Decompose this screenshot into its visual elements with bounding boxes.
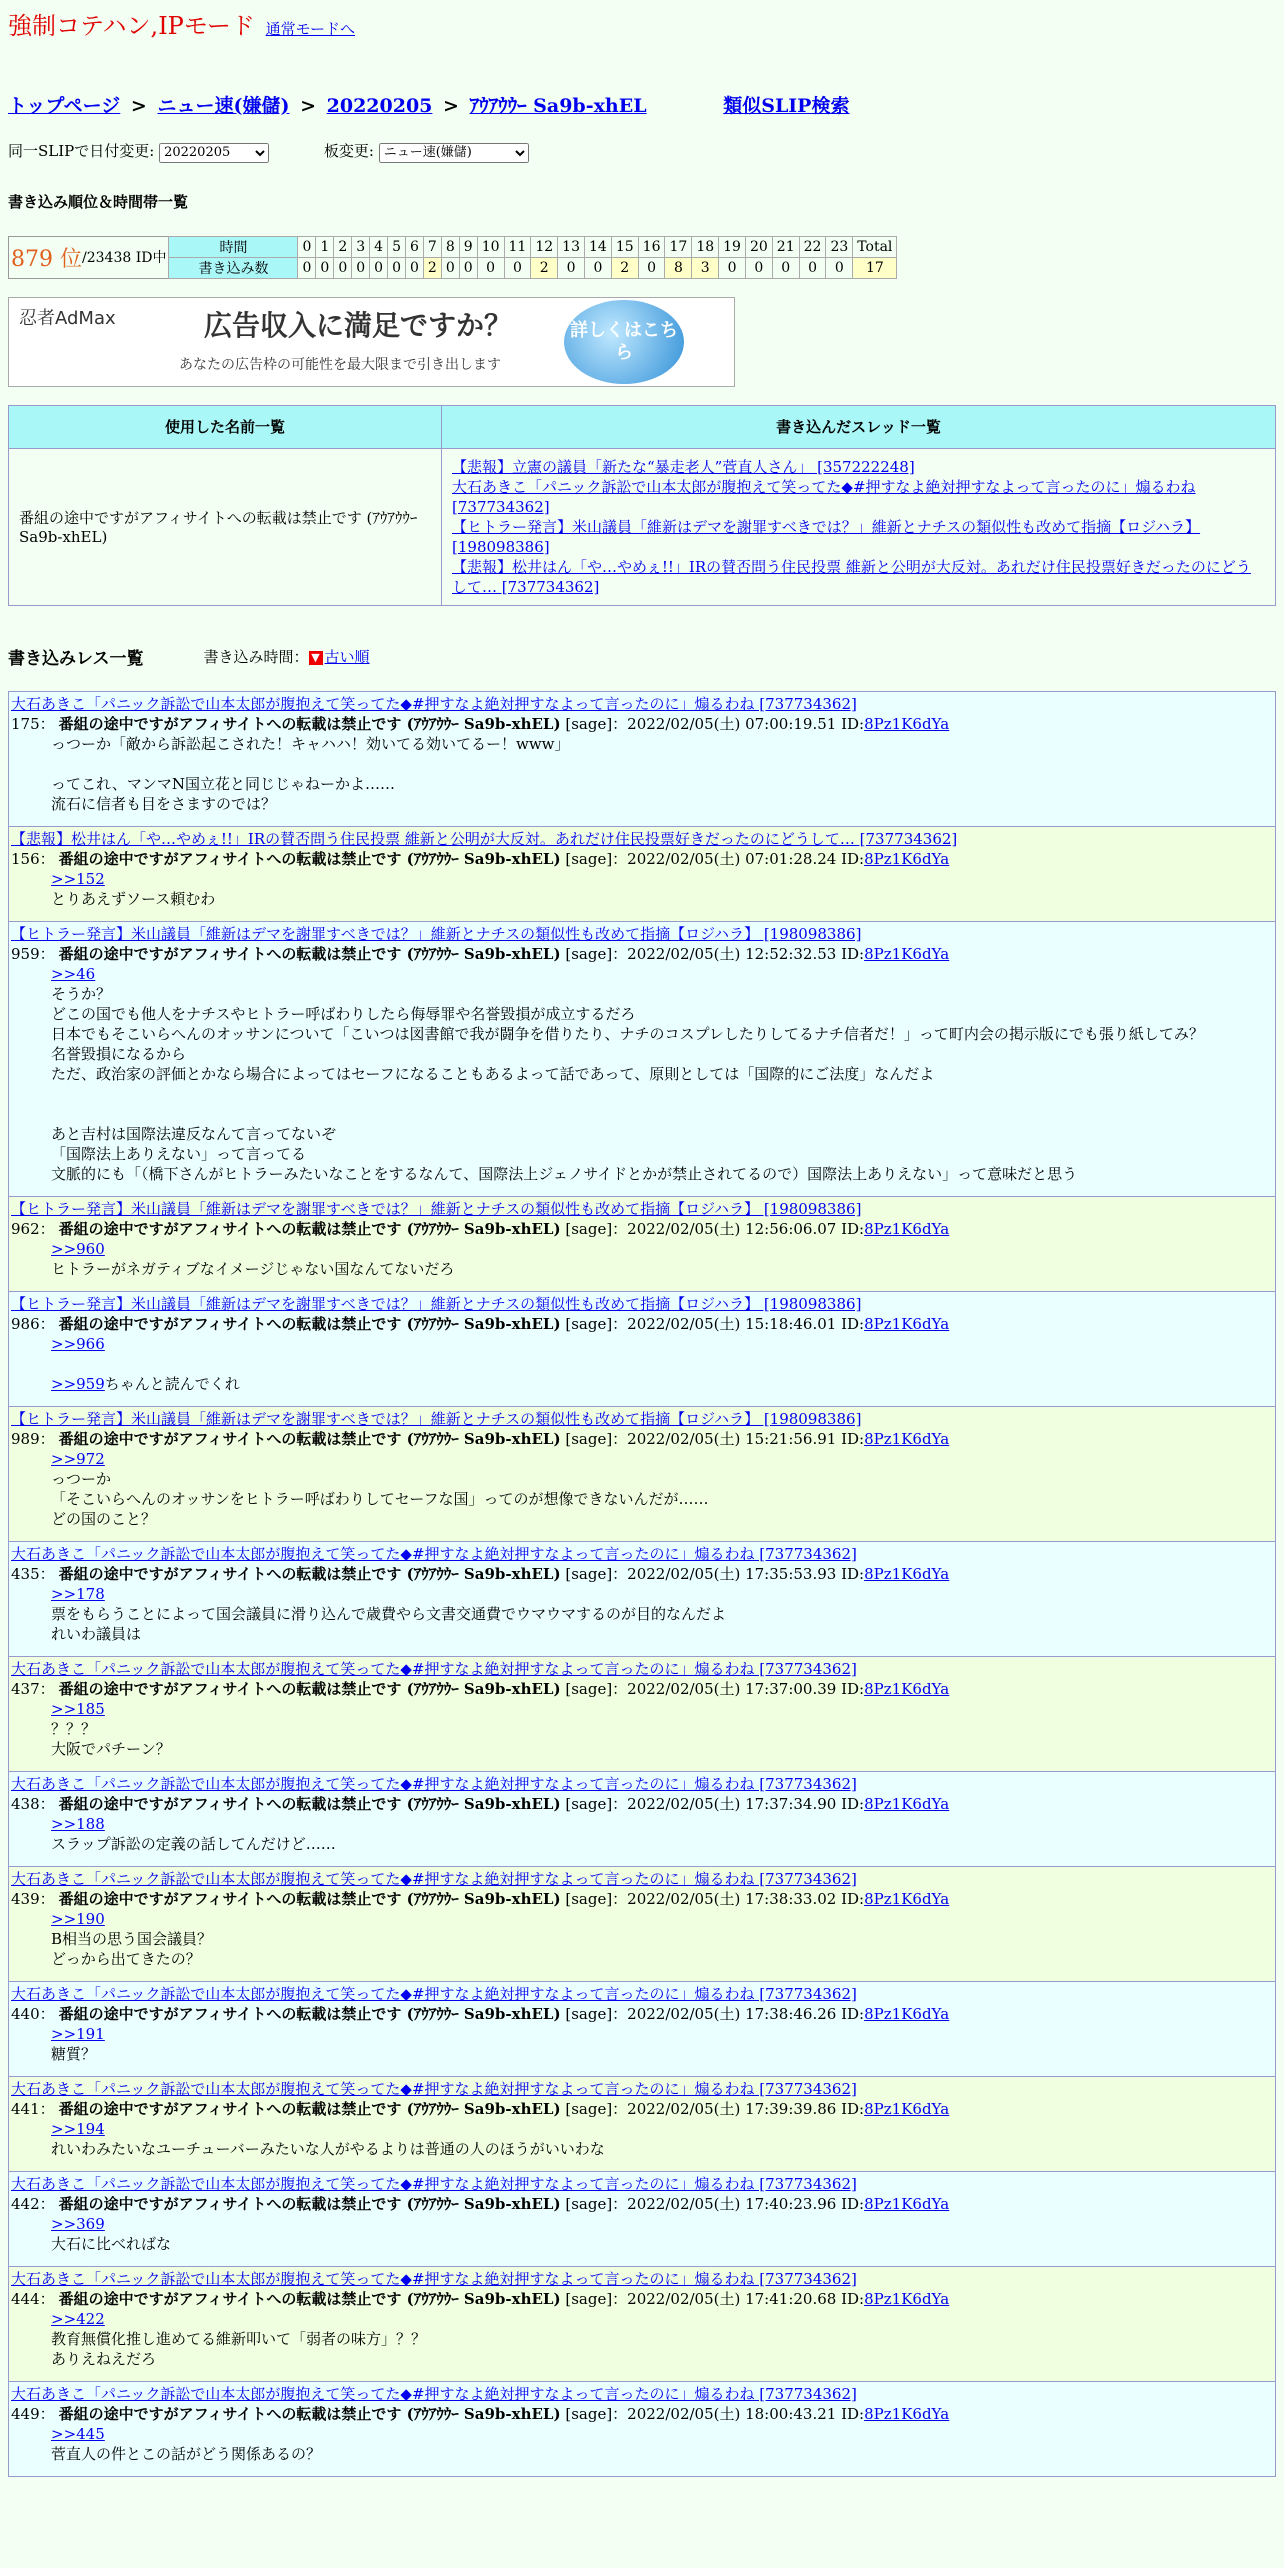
post-id-link[interactable]: 8Pz1K6dYa: [864, 1679, 950, 1698]
post-number: 438：: [11, 1794, 55, 1813]
post-number: 989：: [11, 1429, 55, 1448]
count-cell: 0: [370, 257, 388, 278]
post-body: [51, 1334, 1273, 1394]
post-line-text: ちゃんと読んでくれ: [104, 1374, 240, 1393]
post-line: ？？？: [51, 1719, 97, 1738]
hour-cell: 4: [370, 236, 388, 257]
count-cell: 2: [611, 257, 638, 278]
used-name: 番組の途中ですがアフィサイトへの転載は禁止です (ｱｳｱｳｳｰ Sa9b-xhEL): [9, 448, 442, 605]
count-cell: 0: [585, 257, 612, 278]
post-anchor-line: [51, 2309, 1273, 2329]
post-author-name: 番組の途中ですがアフィサイトへの転載は禁止です (ｱｳｱｳｳｰ Sa9b-xhEL): [58, 1429, 561, 1448]
post-body: [51, 1584, 1273, 1644]
post-anchor-line: [51, 2214, 1273, 2234]
post-line: [51, 1374, 1273, 1394]
post-info: [sage]：2022/02/05(土) 17:41:20.68 ID:: [560, 2289, 865, 2308]
sort-down-icon: ▼: [309, 651, 323, 665]
similar-slip-search-link[interactable]: 類似SLIP検索: [723, 95, 850, 117]
post-anchor-line: [51, 2424, 1273, 2444]
post-number: 986：: [11, 1314, 55, 1333]
post-id-link[interactable]: 8Pz1K6dYa: [864, 714, 950, 733]
hour-cell: 15: [611, 236, 638, 257]
hour-cell: 16: [638, 236, 665, 257]
mode-header: [8, 6, 1276, 41]
post-line: 名誉毀損になるから: [51, 1044, 187, 1063]
post-number: 444：: [11, 2289, 55, 2308]
post-thread-link[interactable]: 大石あきこ「パニック訴訟で山本太郎が腹抱えて笑ってた◆#押すなよ絶対押すなよって言ったのに」煽るわね [737734362]: [11, 2269, 857, 2288]
post-line: れいわ議員は: [51, 1624, 142, 1643]
post-line: ありえねえだろ: [51, 2349, 157, 2368]
thread-list: [442, 448, 1276, 605]
post-id-link[interactable]: 8Pz1K6dYa: [864, 2404, 950, 2423]
post-line: ってこれ、マンマN国立花と同じじゃねーかよ……: [51, 774, 396, 793]
post-id-link[interactable]: 8Pz1K6dYa: [864, 1889, 950, 1908]
post-id-link[interactable]: 8Pz1K6dYa: [864, 2099, 950, 2118]
post-item: [8, 1196, 1276, 1291]
post-info: [sage]：2022/02/05(土) 17:38:33.02 ID:: [560, 1889, 865, 1908]
post-thread-link[interactable]: 【ヒトラー発言】米山議員「維新はデマを謝罪すべきでは？」維新とナチスの類似性も改めて指摘【ロジハラ】 [198098386]: [11, 1294, 862, 1313]
post-number: 156：: [11, 849, 55, 868]
hour-cell: 14: [585, 236, 612, 257]
post-info: [sage]：2022/02/05(土) 17:37:00.39 ID:: [560, 1679, 865, 1698]
post-author-name: 番組の途中ですがアフィサイトへの転載は禁止です (ｱｳｱｳｳｰ Sa9b-xhEL): [58, 714, 561, 733]
post-line: れいわみたいなユーチューバーみたいな人がやるよりは普通の人のほうがいいわな: [51, 2139, 605, 2158]
post-item: [8, 1981, 1276, 2076]
post-meta: [11, 1219, 1273, 1239]
post-meta: [11, 1889, 1273, 1909]
count-cell: 2: [531, 257, 558, 278]
post-info: [sage]：2022/02/05(土) 07:00:19.51 ID:: [560, 714, 865, 733]
post-number: 959：: [11, 944, 55, 963]
post-id-link[interactable]: 8Pz1K6dYa: [864, 1564, 950, 1583]
post-anchor-link[interactable]: >>422: [51, 2309, 105, 2328]
post-meta: [11, 849, 1273, 869]
hour-cell: 11: [504, 236, 531, 257]
post-line: B相当の思う国会議員？: [51, 1929, 213, 1948]
post-meta: [11, 1314, 1273, 1334]
post-author-name: 番組の途中ですがアフィサイトへの転載は禁止です (ｱｳｱｳｳｰ Sa9b-xhEL): [58, 1564, 561, 1583]
post-meta: [11, 1679, 1273, 1699]
ad-logo: 忍者AdMax: [19, 307, 116, 329]
post-info: [sage]：2022/02/05(土) 18:00:43.21 ID:: [560, 2404, 865, 2423]
controls: [8, 140, 1276, 163]
counts-row: [169, 257, 897, 278]
time-label: 時間: [169, 236, 298, 257]
post-item: [8, 1656, 1276, 1771]
post-number: 175：: [11, 714, 55, 733]
rank-total: /23438 ID中: [82, 250, 167, 266]
post-info: [sage]：2022/02/05(土) 17:38:46.26 ID:: [560, 2004, 865, 2023]
post-thread-link[interactable]: 大石あきこ「パニック訴訟で山本太郎が腹抱えて笑ってた◆#押すなよ絶対押すなよって言ったのに」煽るわね [737734362]: [11, 1774, 857, 1793]
date-select[interactable]: [159, 143, 269, 163]
post-number: 439：: [11, 1889, 55, 1908]
hour-cell: 8: [441, 236, 459, 257]
post-thread-link[interactable]: 【ヒトラー発言】米山議員「維新はデマを謝罪すべきでは？」維新とナチスの類似性も改めて指摘【ロジハラ】 [198098386]: [11, 1409, 862, 1428]
hour-cell: 6: [406, 236, 424, 257]
post-info: [sage]：2022/02/05(土) 17:37:34.90 ID:: [560, 1794, 865, 1813]
post-anchor-link[interactable]: >>190: [51, 1909, 105, 1928]
post-line: そうか？: [51, 984, 112, 1003]
post-line: どっから出てきたの？: [51, 1949, 201, 1968]
ad-details-button[interactable]: 詳しくはこちら: [564, 300, 684, 384]
hour-cell: 2: [334, 236, 352, 257]
count-cell: 0: [504, 257, 531, 278]
post-author-name: 番組の途中ですがアフィサイトへの転載は禁止です (ｱｳｱｳｳｰ Sa9b-xhEL): [58, 2099, 561, 2118]
post-anchor-line: [51, 1699, 1273, 1719]
post-author-name: 番組の途中ですがアフィサイトへの転載は禁止です (ｱｳｱｳｳｰ Sa9b-xhEL): [58, 2404, 561, 2423]
rank-box: [8, 236, 168, 279]
post-anchor-line: [51, 1909, 1273, 1929]
post-author-name: 番組の途中ですがアフィサイトへの転載は禁止です (ｱｳｱｳｳｰ Sa9b-xhEL): [58, 1314, 561, 1333]
board-change-label: 板変更:: [323, 142, 374, 160]
hour-cell: 21: [772, 236, 799, 257]
post-info: [sage]：2022/02/05(土) 12:52:32.53 ID:: [560, 944, 865, 963]
post-line: 大石に比べればな: [51, 2234, 172, 2253]
post-anchor-link[interactable]: >>960: [51, 1239, 105, 1258]
post-item: [8, 1771, 1276, 1866]
hour-cell: 0: [298, 236, 316, 257]
post-anchor-link[interactable]: >>194: [51, 2119, 105, 2138]
thread-link[interactable]: 【ヒトラー発言】米山議員「維新はデマを謝罪すべきでは？」維新とナチスの類似性も改めて指摘【ロジハラ】 [198098386]: [452, 517, 1201, 556]
post-line: 票をもらうことによって国会議員に滑り込んで歳費やら文書交通費でウマウマするのが目的なんだよ: [51, 1604, 727, 1623]
post-author-name: 番組の途中ですがアフィサイトへの転載は禁止です (ｱｳｱｳｳｰ Sa9b-xhEL): [58, 944, 561, 963]
post-line: [51, 1104, 1273, 1124]
ranking-row: [8, 236, 1276, 279]
post-item: [8, 1291, 1276, 1406]
hours-row: [169, 236, 897, 257]
post-anchor-line: [51, 1334, 1273, 1354]
post-meta: [11, 2099, 1273, 2119]
hour-cell: 13: [558, 236, 585, 257]
hour-cell: 20: [745, 236, 772, 257]
hour-cell: 9: [459, 236, 477, 257]
post-anchor-link[interactable]: >>185: [51, 1699, 105, 1718]
post-line: 流石に信者も目をさますのでは？: [51, 794, 277, 813]
sort-order-label: 書き込み時間：: [203, 647, 309, 666]
post-number: 442：: [11, 2194, 55, 2213]
names-column-header: 使用した名前一覧: [9, 405, 442, 448]
post-anchor-link[interactable]: >>152: [51, 869, 105, 888]
hourly-table: [168, 236, 897, 279]
post-line: [51, 1354, 1273, 1374]
mode-title: 強制コテハン,IPモード: [8, 12, 255, 40]
board-select[interactable]: [379, 143, 529, 163]
post-body: [51, 1909, 1273, 1969]
post-item: [8, 2381, 1276, 2477]
thread-link[interactable]: 【悲報】立憲の議員「新たな“暴走老人”菅直人さん」 [357222248]: [452, 457, 915, 476]
post-item: [8, 1541, 1276, 1656]
post-info: [sage]：2022/02/05(土) 17:40:23.96 ID:: [560, 2194, 865, 2213]
post-body: [51, 869, 1273, 909]
breadcrumb-date[interactable]: 20220205: [326, 95, 433, 117]
thread-link[interactable]: 大石あきこ「パニック訴訟で山本太郎が腹抱えて笑ってた◆#押すなよ絶対押すなよって言ったのに」煽るわね [737734362]: [452, 477, 1196, 516]
post-author-name: 番組の途中ですがアフィサイトへの転載は禁止です (ｱｳｱｳｳｰ Sa9b-xhEL): [58, 1794, 561, 1813]
post-anchor-line: [51, 1584, 1273, 1604]
count-cell: 0: [441, 257, 459, 278]
hour-cell: 10: [477, 236, 504, 257]
post-line: 文脈的にも「（橋下さんがヒトラーみたいなことをするなんて、国際法上ジェノサイドとかが禁止されてるので）国際法上ありえない」って意味だと思う: [51, 1164, 1078, 1183]
post-id-link[interactable]: 8Pz1K6dYa: [864, 1314, 950, 1333]
count-cell: 3: [692, 257, 719, 278]
breadcrumb-separator: >: [300, 95, 316, 117]
post-anchor-link[interactable]: >>46: [51, 964, 96, 983]
post-thread-link[interactable]: 大石あきこ「パニック訴訟で山本太郎が腹抱えて笑ってた◆#押すなよ絶対押すなよって言ったのに」煽るわね [737734362]: [11, 2174, 857, 2193]
post-thread-link[interactable]: 大石あきこ「パニック訴訟で山本太郎が腹抱えて笑ってた◆#押すなよ絶対押すなよって言ったのに」煽るわね [737734362]: [11, 2384, 857, 2403]
names-threads-table: [8, 405, 1276, 606]
sort-oldest-link[interactable]: 古い順: [324, 647, 370, 666]
posts-list: [8, 691, 1276, 2477]
count-label: 書き込み数: [169, 257, 298, 278]
post-number: 440：: [11, 2004, 55, 2023]
post-anchor-link[interactable]: >>191: [51, 2024, 105, 2043]
post-line: [51, 1084, 1273, 1104]
post-author-name: 番組の途中ですがアフィサイトへの転載は禁止です (ｱｳｱｳｳｰ Sa9b-xhEL): [58, 1219, 561, 1238]
count-cell: 0: [719, 257, 746, 278]
post-thread-link[interactable]: 大石あきこ「パニック訴訟で山本太郎が腹抱えて笑ってた◆#押すなよ絶対押すなよって言ったのに」煽るわね [737734362]: [11, 1869, 857, 1888]
hour-cell: Total: [853, 236, 897, 257]
post-number: 449：: [11, 2404, 55, 2423]
post-id-link[interactable]: 8Pz1K6dYa: [864, 1429, 950, 1448]
sort-order: [204, 646, 370, 667]
count-cell: 2: [423, 257, 441, 278]
post-meta: [11, 1564, 1273, 1584]
post-line: 「国際法上ありえない」って言ってる: [51, 1144, 307, 1163]
post-info: [sage]：2022/02/05(土) 17:35:53.93 ID:: [560, 1564, 865, 1583]
post-info: [sage]：2022/02/05(土) 07:01:28.24 ID:: [560, 849, 865, 868]
post-line: とりあえずソース頼むわ: [51, 889, 216, 908]
post-id-link[interactable]: 8Pz1K6dYa: [864, 1219, 950, 1238]
post-anchor-link[interactable]: >>369: [51, 2214, 105, 2233]
count-cell: 0: [477, 257, 504, 278]
post-body: [51, 1699, 1273, 1759]
post-anchor-link[interactable]: >>178: [51, 1584, 105, 1603]
post-id-link[interactable]: 8Pz1K6dYa: [864, 849, 950, 868]
post-line: 「そこいらへんのオッサンをヒトラー呼ばわりしてセーフな国」ってのが想像できないんだが……: [51, 1489, 709, 1508]
post-body: [51, 2424, 1273, 2464]
posts-title: 書き込みレス一覧: [8, 648, 144, 669]
threads-column-header: 書き込んだスレッド一覧: [442, 405, 1276, 448]
post-item: [8, 2171, 1276, 2266]
post-meta: [11, 2194, 1273, 2214]
post-anchor-line: [51, 1239, 1273, 1259]
post-anchor-link[interactable]: >>972: [51, 1449, 105, 1468]
count-cell: 0: [745, 257, 772, 278]
post-body: [51, 2024, 1273, 2064]
ad-headline: 広告収入に満足ですか？: [204, 308, 513, 342]
post-author-name: 番組の途中ですがアフィサイトへの転載は禁止です (ｱｳｱｳｳｰ Sa9b-xhEL): [58, 2289, 561, 2308]
post-info: [sage]：2022/02/05(土) 17:39:39.86 ID:: [560, 2099, 865, 2118]
post-line: っつーか: [51, 1469, 112, 1488]
post-thread-link[interactable]: 【ヒトラー発言】米山議員「維新はデマを謝罪すべきでは？」維新とナチスの類似性も改めて指摘【ロジハラ】 [198098386]: [11, 924, 862, 943]
post-anchor-line: [51, 2024, 1273, 2044]
hour-cell: 23: [826, 236, 853, 257]
count-cell: 0: [772, 257, 799, 278]
post-line: ただ、政治家の評価とかなら場合によってはセーフになることもあるよって話であって、原則としては「国際的にご法度」なんだよ: [51, 1064, 935, 1083]
post-number: 437：: [11, 1679, 55, 1698]
count-cell: 0: [799, 257, 826, 278]
post-anchor-line: [51, 1449, 1273, 1469]
post-body: [51, 1239, 1273, 1279]
count-cell: 0: [298, 257, 316, 278]
post-body: [51, 2119, 1273, 2159]
post-anchor-link[interactable]: >>966: [51, 1334, 105, 1353]
post-number: 435：: [11, 1564, 55, 1583]
count-cell: 8: [665, 257, 692, 278]
post-author-name: 番組の途中ですがアフィサイトへの転載は禁止です (ｱｳｱｳｳｰ Sa9b-xhEL): [58, 2004, 561, 2023]
breadcrumb-top[interactable]: トップページ: [8, 95, 121, 117]
post-line: っつーか「敵から訴訟起こされた！キャハハ！効いてる効いてるー！www」: [51, 734, 570, 753]
thread-link[interactable]: 【悲報】松井はん「や…やめぇ!!」IRの賛否問う住民投票 維新と公明が大反対。あれだけ住民投票好きだったのにどうして… [737734362]: [452, 557, 1251, 596]
post-anchor-line: [51, 1814, 1273, 1834]
post-meta: [11, 1429, 1273, 1449]
post-body: [51, 2214, 1273, 2254]
post-author-name: 番組の途中ですがアフィサイトへの転載は禁止です (ｱｳｱｳｳｰ Sa9b-xhEL): [58, 849, 561, 868]
count-cell: 0: [352, 257, 370, 278]
post-author-name: 番組の途中ですがアフィサイトへの転載は禁止です (ｱｳｱｳｳｰ Sa9b-xhEL): [58, 1889, 561, 1908]
count-cell: 0: [334, 257, 352, 278]
post-body: [51, 1449, 1273, 1529]
count-cell: 0: [459, 257, 477, 278]
count-cell: 0: [406, 257, 424, 278]
ad-subtext: あなたの広告枠の可能性を最大限まで引き出します: [179, 356, 501, 373]
count-cell: 0: [638, 257, 665, 278]
post-meta: [11, 944, 1273, 964]
post-thread-link[interactable]: 大石あきこ「パニック訴訟で山本太郎が腹抱えて笑ってた◆#押すなよ絶対押すなよって言ったのに」煽るわね [737734362]: [11, 1659, 857, 1678]
post-line: どこの国でも他人をナチスやヒトラー呼ばわりしたら侮辱罪や名誉毀損が成立するだろ: [51, 1004, 636, 1023]
post-item: [8, 691, 1276, 826]
post-anchor-link[interactable]: >>959: [51, 1374, 105, 1393]
count-cell: 0: [316, 257, 334, 278]
post-author-name: 番組の途中ですがアフィサイトへの転載は禁止です (ｱｳｱｳｳｰ Sa9b-xhEL): [58, 2194, 561, 2213]
post-id-link[interactable]: 8Pz1K6dYa: [864, 944, 950, 963]
post-item: [8, 921, 1276, 1196]
post-id-link[interactable]: 8Pz1K6dYa: [864, 2289, 950, 2308]
post-item: [8, 826, 1276, 921]
hour-cell: 18: [692, 236, 719, 257]
count-cell: 0: [826, 257, 853, 278]
post-anchor-line: [51, 964, 1273, 984]
post-meta: [11, 1794, 1273, 1814]
hour-cell: 22: [799, 236, 826, 257]
posts-header: [8, 644, 1276, 669]
post-thread-link[interactable]: 大石あきこ「パニック訴訟で山本太郎が腹抱えて笑ってた◆#押すなよ絶対押すなよって言ったのに」煽るわね [737734362]: [11, 694, 857, 713]
post-body: [51, 1814, 1273, 1854]
breadcrumb-separator: >: [443, 95, 459, 117]
post-info: [sage]：2022/02/05(土) 15:18:46.01 ID:: [560, 1314, 865, 1333]
hour-cell: 12: [531, 236, 558, 257]
rank-number: 879 位: [11, 246, 82, 272]
hour-cell: 5: [388, 236, 406, 257]
post-line: 菅直人の件とこの話がどう関係あるの？: [51, 2444, 322, 2463]
post-anchor-line: [51, 2119, 1273, 2139]
post-anchor-link[interactable]: >>445: [51, 2424, 105, 2443]
post-item: [8, 1406, 1276, 1541]
breadcrumb-separator: >: [130, 95, 147, 117]
count-cell: 0: [388, 257, 406, 278]
post-line: スラップ訴訟の定義の話してんだけど……: [51, 1834, 336, 1853]
post-line: どの国のこと？: [51, 1509, 157, 1528]
post-body: [51, 734, 1273, 814]
post-item: [8, 2266, 1276, 2381]
post-number: 441：: [11, 2099, 55, 2118]
post-thread-link[interactable]: 大石あきこ「パニック訴訟で山本太郎が腹抱えて笑ってた◆#押すなよ絶対押すなよって言ったのに」煽るわね [737734362]: [11, 1544, 857, 1563]
date-change-label: 同一SLIPで日付変更:: [8, 142, 155, 160]
post-number: 962：: [11, 1219, 55, 1238]
post-line: 日本でもそこいらへんのオッサンについて「こいつは図書館で我が闘争を借りたり、ナチのコスプレしたりしてるナチ信者だ！」って町内会の掲示版にでも張り紙してみ？: [51, 1024, 1204, 1043]
post-line: 大阪でパチーン？: [51, 1739, 171, 1758]
ad-banner[interactable]: [8, 297, 735, 387]
hour-cell: 19: [719, 236, 746, 257]
count-cell: 17: [853, 257, 897, 278]
post-line: ヒトラーがネガティブなイメージじゃない国なんてないだろ: [51, 1259, 455, 1278]
breadcrumb: [8, 91, 1276, 118]
post-line: [51, 754, 1273, 774]
breadcrumb-slip[interactable]: ｱｳｱｳｳｰ Sa9b-xhEL: [469, 95, 647, 117]
post-anchor-link[interactable]: >>188: [51, 1814, 105, 1833]
count-cell: 0: [558, 257, 585, 278]
post-item: [8, 2076, 1276, 2171]
post-body: [51, 2309, 1273, 2369]
post-item: [8, 1866, 1276, 1981]
post-info: [sage]：2022/02/05(土) 12:56:06.07 ID:: [560, 1219, 865, 1238]
post-thread-link[interactable]: 【悲報】松井はん「や…やめぇ!!」IRの賛否問う住民投票 維新と公明が大反対。あれだけ住民投票好きだったのにどうして… [737734362]: [11, 829, 958, 848]
post-thread-link[interactable]: 大石あきこ「パニック訴訟で山本太郎が腹抱えて笑ってた◆#押すなよ絶対押すなよって言ったのに」煽るわね [737734362]: [11, 2079, 857, 2098]
normal-mode-link[interactable]: 通常モードへ: [265, 20, 356, 38]
post-meta: [11, 2404, 1273, 2424]
post-thread-link[interactable]: 【ヒトラー発言】米山議員「維新はデマを謝罪すべきでは？」維新とナチスの類似性も改めて指摘【ロジハラ】 [198098386]: [11, 1199, 862, 1218]
hour-cell: 17: [665, 236, 692, 257]
post-id-link[interactable]: 8Pz1K6dYa: [864, 1794, 950, 1813]
post-body: [51, 964, 1273, 1184]
post-meta: [11, 2289, 1273, 2309]
post-id-link[interactable]: 8Pz1K6dYa: [864, 2194, 950, 2213]
breadcrumb-board[interactable]: ニュー速(嫌儲): [157, 95, 290, 117]
post-thread-link[interactable]: 大石あきこ「パニック訴訟で山本太郎が腹抱えて笑ってた◆#押すなよ絶対押すなよって言ったのに」煽るわね [737734362]: [11, 1984, 857, 2003]
post-line: 教育無償化推し進めてる維新叩いて「弱者の味方」？？: [51, 2329, 427, 2348]
hour-cell: 3: [352, 236, 370, 257]
post-line: あと吉村は国際法違反なんて言ってないぞ: [51, 1124, 337, 1143]
post-author-name: 番組の途中ですがアフィサイトへの転載は禁止です (ｱｳｱｳｳｰ Sa9b-xhEL): [58, 1679, 561, 1698]
ranking-section-title: 書き込み順位＆時間帯一覧: [8, 192, 189, 211]
post-id-link[interactable]: 8Pz1K6dYa: [864, 2004, 950, 2023]
post-anchor-line: [51, 869, 1273, 889]
hour-cell: 1: [316, 236, 334, 257]
post-line: 糖質？: [51, 2044, 97, 2063]
post-meta: [11, 714, 1273, 734]
post-info: [sage]：2022/02/05(土) 15:21:56.91 ID:: [560, 1429, 865, 1448]
post-meta: [11, 2004, 1273, 2024]
hour-cell: 7: [423, 236, 441, 257]
